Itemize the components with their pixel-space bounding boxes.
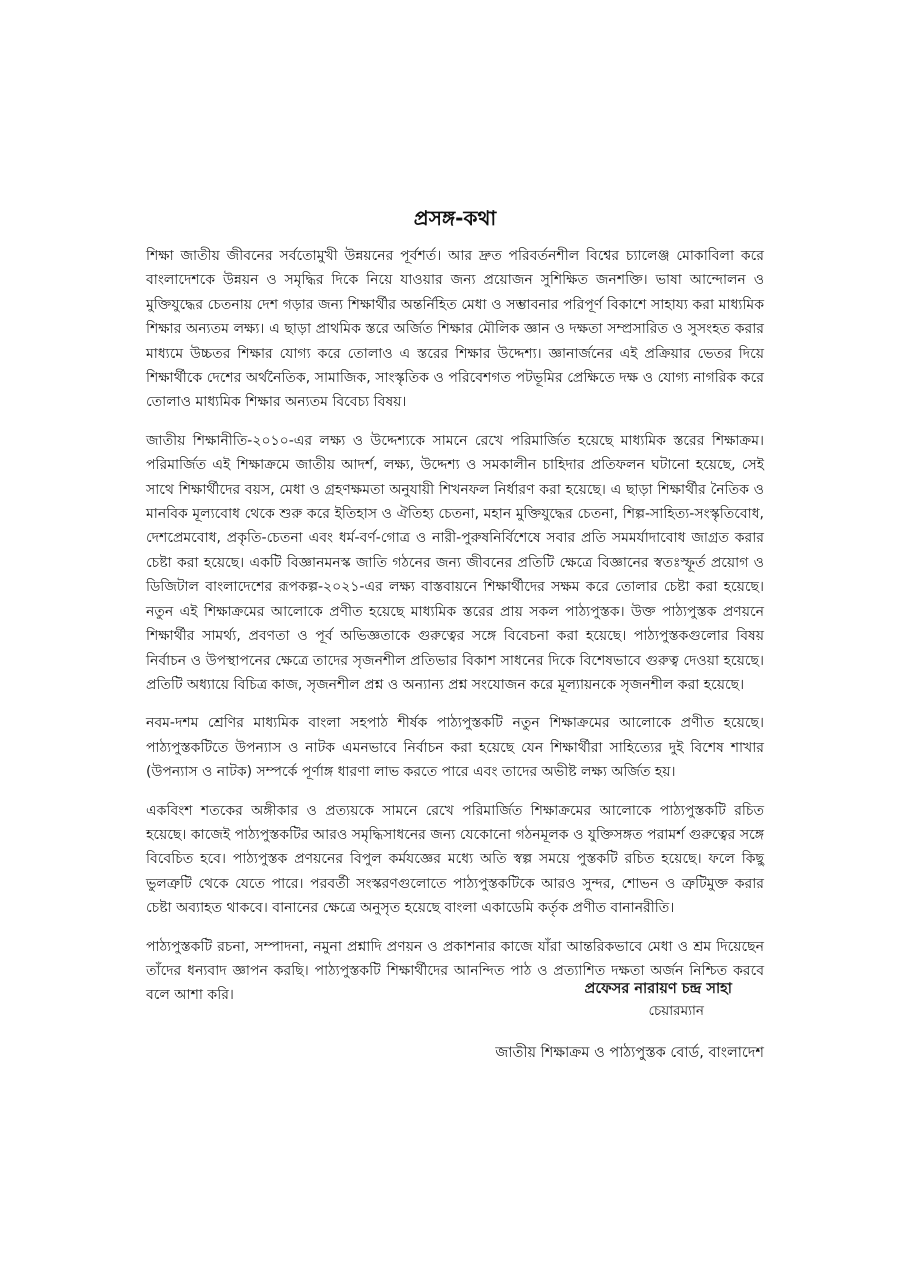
signatory-organization: জাতীয় শিক্ষাক্রম ও পাঠ্যপুস্তক বোর্ড, বাংলাদেশ bbox=[495, 1045, 764, 1061]
paragraph-3: নবম-দশম শ্রেণির মাধ্যমিক বাংলা সহপাঠ শীর্ষক পাঠ্যপুস্তকটি নতুন শিক্ষাক্রমের আলোকে প্রণীত হয়েছে। পাঠ্যপুস্তকটিতে উপন্যাস ও নাটক এমনভাবে নির্বাচন করা হয়েছে যেন শিক্ষার্থীরা সাহিত্যের দুই বিশেষ শাখার (উপন্যাস ও নাটক) সম্পর্কে পূর্ণাঙ্গ ধারণা লাভ করতে পারে এবং তাদের অভীষ্ট লক্ষ্য অর্জিত হয়। bbox=[146, 715, 764, 781]
paragraph-2: জাতীয় শিক্ষানীতি-২০১০-এর লক্ষ্য ও উদ্দেশ্যকে সামনে রেখে পরিমার্জিত হয়েছে মাধ্যমিক স্তরের শিক্ষাক্রম। পরিমার্জিত এই শিক্ষাক্রমে জাতীয় আদর্শ, লক্ষ্য, উদ্দেশ্য ও সমকালীন চাহিদার প্রতিফলন ঘটানো হয়েছে, সেই সাথে শিক্ষার্থীদের বয়স, মেধা ও গ্রহণক্ষমতা অনুযায়ী শিখনফল নির্ধারণ করা হয়েছে। এ ছাড়া শিক্ষার্থীর নৈতিক ও মানবিক মূল্যবোধ থেকে শুরু করে ইতিহাস ও ঐতিহ্য চেতনা, মহান মুক্তিযুদ্ধের চেতনা, শিল্প-সাহিত্য-সংস্কৃতিবোধ, দেশপ্রেমবোধ, প্রকৃতি-চেতনা এবং ধর্ম-বর্ণ-গোত্র ও নারী-পুরুষনির্বিশেষে সবার প্রতি সমমর্যাদাবোধ জাগ্রত করার চেষ্টা করা হয়েছে। একটি বিজ্ঞানমনস্ক জাতি গঠনের জন্য জীবনের প্রতিটি ক্ষেত্রে বিজ্ঞানের স্বতঃস্ফূর্ত প্রয়োগ ও ডিজিটাল বাংলাদেশের রূপকল্প-২০২১-এর লক্ষ্য বাস্তবায়নে শিক্ষার্থীদের সক্ষম করে তোলার চেষ্টা করা হয়েছে। নতুন এই শিক্ষাক্রমের আলোকে প্রণীত হয়েছে মাধ্যমিক স্তরের প্রায় সকল পাঠ্যপুস্তক। উক্ত পাঠ্যপুস্তক প্রণয়নে শিক্ষার্থীর সামর্থ্য, প্রবণতা ও পূর্ব অভিজ্ঞতাকে গুরুত্বের সঙ্গে বিবেচনা করা হয়েছে। পাঠ্যপুস্তকগুলোর বিষয় নির্বাচন ও উপস্থাপনের ক্ষেত্রে তাদের সৃজনশীল প্রতিভার বিকাশ সাধনের দিকে বিশেষভাবে গুরুত্ব দেওয়া হয়েছে। প্রতিটি অধ্যায়ে বিচিত্র কাজ, সৃজনশীল প্রশ্ন ও অন্যান্য প্রশ্ন সংযোজন করে মূল্যায়নকে সৃজনশীল করা হয়েছে। bbox=[146, 432, 764, 693]
page-title: প্রসঙ্গ-কথা bbox=[413, 206, 497, 230]
paragraph-5: পাঠ্যপুস্তকটি রচনা, সম্পাদনা, নমুনা প্রশ্নাদি প্রণয়ন ও প্রকাশনার কাজে যাঁরা আন্তরিকভাবে মেধা ও শ্রম দিয়েছেন তাঁদের ধন্যবাদ জ্ঞাপন করছি। পাঠ্যপুস্তকটি শিক্ষার্থীদের আনন্দিত পাঠ ও প্রত্যাশিত দক্ষতা অর্জন নিশ্চিত করবে বলে আশা করি। bbox=[146, 938, 764, 1004]
document-body bbox=[146, 244, 764, 1022]
paragraph-4: একবিংশ শতকের অঙ্গীকার ও প্রত্যয়কে সামনে রেখে পরিমার্জিত শিক্ষাক্রমের আলোকে পাঠ্যপুস্তকটি রচিত হয়েছে। কাজেই পাঠ্যপুস্তকটির আরও সমৃদ্ধিসাধনের জন্য যেকোনো গঠনমূলক ও যুক্তিসঙ্গত পরামর্শ গুরুত্বের সঙ্গে বিবেচিত হবে। পাঠ্যপুস্তক প্রণয়নের বিপুল কর্মযজ্ঞের মধ্যে অতি স্বল্প সময়ে পুস্তকটি রচিত হয়েছে। ফলে কিছু ভুলত্রুটি থেকে যেতে পারে। পরবর্তী সংস্করণগুলোতে পাঠ্যপুস্তকটিকে আরও সুন্দর, শোভন ও ত্রুটিমুক্ত করার চেষ্টা অব্যাহত থাকবে। বানানের ক্ষেত্রে অনুসৃত হয়েছে বাংলা একাডেমি কর্তৃক প্রণীত বানানরীতি। bbox=[146, 802, 764, 917]
paragraph-1: শিক্ষা জাতীয় জীবনের সর্বতোমুখী উন্নয়নের পূর্বশর্ত। আর দ্রুত পরিবর্তনশীল বিশ্বের চ্যালেঞ্জ মোকাবিলা করে বাংলাদেশকে উন্নয়ন ও সমৃদ্ধির দিকে নিয়ে যাওয়ার জন্য প্রয়োজন সুশিক্ষিত জনশক্তি। ভাষা আন্দোলন ও মুক্তিযুদ্ধের চেতনায় দেশ গড়ার জন্য শিক্ষার্থীর অন্তর্নিহিত মেধা ও সম্ভাবনার পরিপূর্ণ বিকাশে সাহায্য করা মাধ্যমিক শিক্ষার অন্যতম লক্ষ্য। এ ছাড়া প্রাথমিক স্তরে অর্জিত শিক্ষার মৌলিক জ্ঞান ও দক্ষতা সম্প্রসারিত ও সুসংহত করার মাধ্যমে উচ্চতর শিক্ষার যোগ্য করে তোলাও এ স্তরের শিক্ষার উদ্দেশ্য। জ্ঞানার্জনের এই প্রক্রিয়ার ভেতর দিয়ে শিক্ষার্থীকে দেশের অর্থনৈতিক, সামাজিক, সাংস্কৃতিক ও পরিবেশগত পটভূমির প্রেক্ষিতে দক্ষ ও যোগ্য নাগরিক করে তোলাও মাধ্যমিক শিক্ষার অন্যতম বিবেচ্য বিষয়। bbox=[146, 248, 764, 411]
signature-block bbox=[424, 978, 764, 1064]
signatory-name: প্রফেসর নারায়ণ চন্দ্র সাহা bbox=[584, 981, 732, 997]
signatory-role: চেয়ারম্যান bbox=[648, 1003, 704, 1019]
